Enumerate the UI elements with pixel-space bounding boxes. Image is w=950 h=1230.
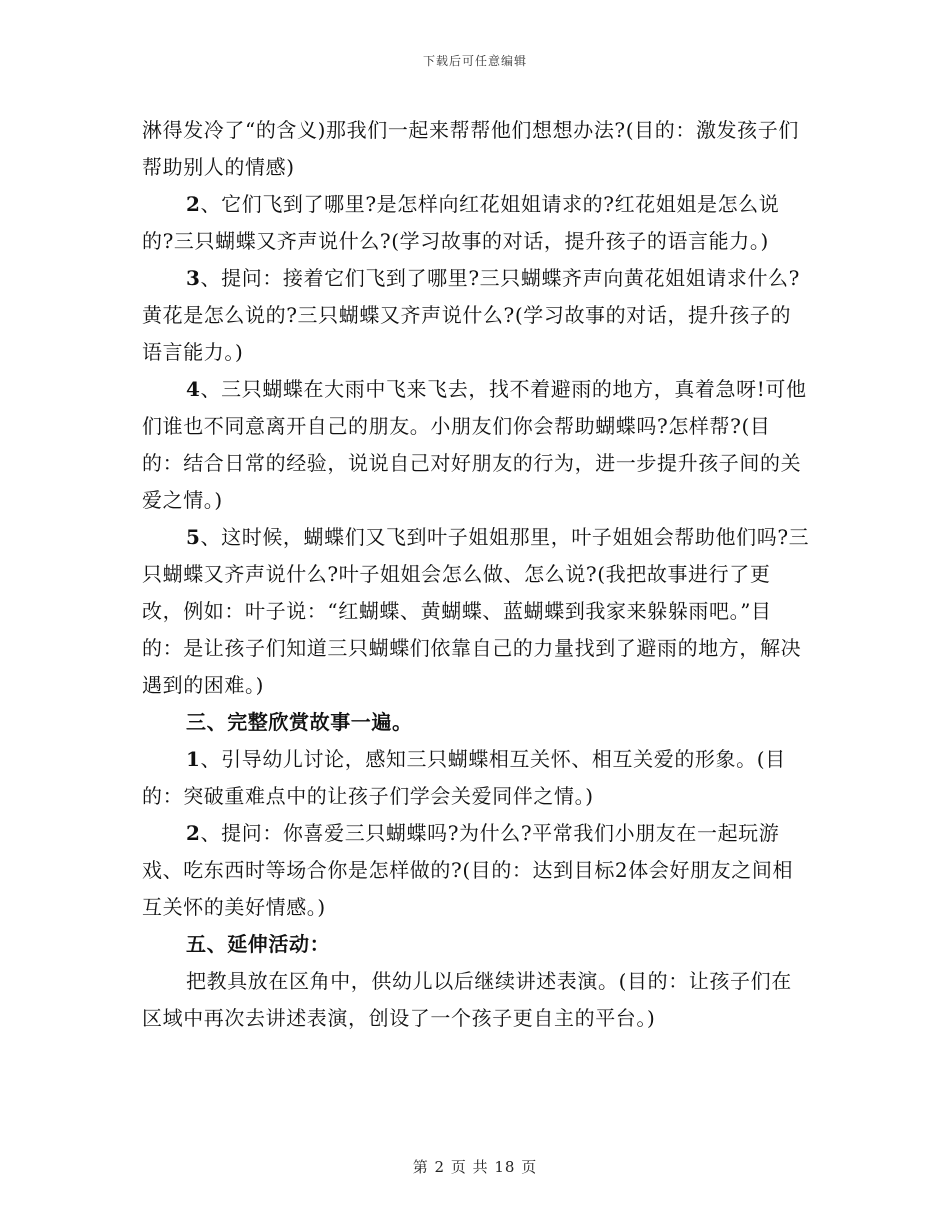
paragraph-continuation: 淋得发冷了“的含义)那我们一起来帮帮他们想想办法?(目的：激发孩子们帮助别人的情感) — [142, 118, 799, 179]
item-text: 、提问：你喜爱三只蝴蝶吗?为什么?平常我们小朋友在一起玩游戏、吃东西时等场合你是怎样做的?(目的：达到目标2体会好朋友之间相互关怀的美好情感。) — [142, 821, 794, 919]
list-item-3 — [142, 260, 810, 371]
section-heading-3: 三、完整欣赏故事一遍。 — [186, 710, 413, 734]
page-header: 下载后可任意编辑 — [422, 54, 527, 68]
section3-item-2 — [142, 815, 810, 926]
item-number: 3 — [186, 266, 201, 290]
section-heading-5: 五、延伸活动： — [186, 932, 331, 956]
list-item-4 — [142, 371, 810, 519]
document-body — [142, 112, 810, 1037]
page-footer: 第 2 页 共 18 页 — [412, 1158, 538, 1176]
item-text: 、它们飞到了哪里?是怎样向红花姐姐请求的?红花姐姐是怎么说的?三只蝴蝶又齐声说什么?(学习故事的对话，提升孩子的语言能力。) — [142, 192, 780, 253]
item-number: 2 — [186, 192, 201, 216]
item-text: 、这时候，蝴蝶们又飞到叶子姐姐那里，叶子姐姐会帮助他们吗?三只蝴蝶又齐声说什么?叶子姐姐会怎么做、怎么说?(我把故事进行了更改，例如：叶子说：“红蝴蝶、黄蝴蝶、蓝蝴蝶到我家来躲躲雨吧。”目的：是让孩子们知道三只蝴蝶们依靠自己的力量找到了避雨的地方，解决遇到的困难。) — [142, 525, 810, 697]
list-item-2 — [142, 186, 810, 260]
item-text: 、提问：接着它们飞到了哪里?三只蝴蝶齐声向黄花姐姐请求什么?黄花是怎么说的?三只蝴蝶又齐声说什么?(学习故事的对话，提升孩子的语言能力。) — [142, 266, 800, 364]
item-number: 2 — [186, 821, 201, 845]
section3-item-1 — [142, 741, 810, 815]
item-text: 、三只蝴蝶在大雨中飞来飞去，找不着避雨的地方，真着急呀!可他们谁也不同意离开自己的朋友。小朋友们你会帮助蝴蝶吗?怎样帮?(目的：结合日常的经验，说说自己对好朋友的行为，进一步提升孩子间的关爱之情。) — [142, 377, 807, 512]
item-number: 5 — [186, 525, 201, 549]
list-item-5 — [142, 519, 810, 704]
section5-paragraph: 把教具放在区角中，供幼儿以后继续讲述表演。(目的：让孩子们在区域中再次去讲述表演，创设了一个孩子更自主的平台。) — [142, 969, 792, 1030]
item-number: 4 — [186, 377, 201, 401]
item-text: 、引导幼儿讨论，感知三只蝴蝶相互关怀、相互关爱的形象。(目的：突破重难点中的让孩子们学会关爱同伴之情。) — [142, 747, 786, 808]
item-number: 1 — [186, 747, 201, 771]
